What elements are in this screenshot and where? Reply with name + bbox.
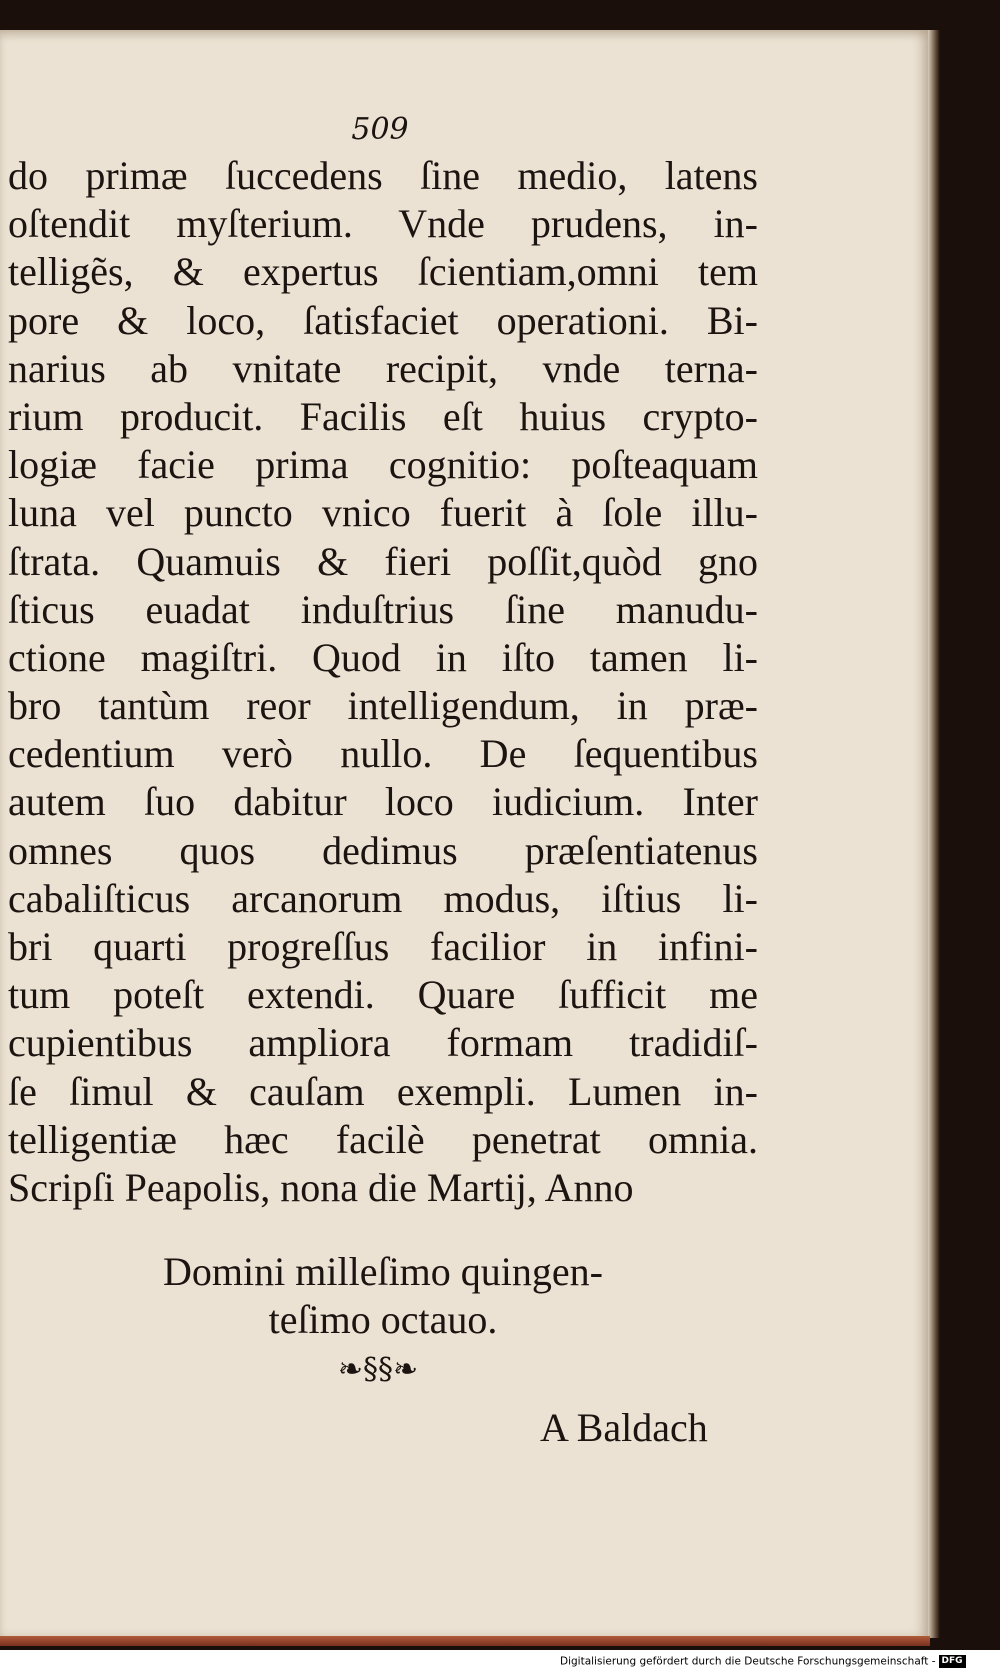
closing-line: teſimo octauo. [268,1297,498,1342]
text-line: oſtendit myſterium. Vnde prudens, in- [8,201,758,247]
text-line: ctione magiſtri. Quod in iſto tamen li- [8,634,758,680]
footer-text: Digitalisierung gefördert durch die Deutsche Forschungsgemeinschaft - [560,1655,936,1668]
text-line: cabaliſticus arcanorum modus, iſtius li- [8,875,758,921]
text-line: telligentiæ hæc facilè penetrat omnia. [8,1116,758,1162]
text-line: bro tantùm reor intelligendum, in præ- [8,683,758,729]
text-line: luna vel puncto vnico fuerit à ſole illu- [8,490,758,536]
ornament: ❧§§❧ [337,1352,419,1387]
catchword: A Baldach [540,1405,708,1450]
closing-lines [8,1248,758,1344]
body-text [8,152,758,1212]
page-number: 509 [351,112,409,147]
text-line: autem ſuo dabitur loco iudicium. Inter [8,779,758,825]
page-edge [928,30,940,1638]
text-line: pore & loco, ſatisfaciet operationi. Bi- [8,297,758,343]
text-line: tum poteſt extendi. Quare ſufficit me [8,972,758,1018]
digitization-footer [560,1655,966,1668]
bottom-edge [0,1636,930,1646]
text-line: cedentium verò nullo. De ſequentibus [8,731,758,777]
text-line: omnes quos dedimus præſentiatenus [8,827,758,873]
dfg-logo: DFG [939,1655,966,1668]
closing-line: Domini milleſimo quingen- [163,1249,603,1294]
text-line: rium producit. Facilis eſt huius crypto- [8,393,758,439]
text-line: bri quarti progreſſus facilior in infini- [8,924,758,969]
text-line: ſe ſimul & cauſam exempli. Lumen in- [8,1068,758,1114]
text-line: cupientibus ampliora formam tradidiſ- [8,1020,758,1066]
text-line: narius ab vnitate recipit, vnde terna- [8,345,758,391]
text-line: Scripſi Peapolis, nona die Martij, Anno [8,1164,634,1210]
text-line: do primæ ſuccedens ſine medio, latens [8,153,758,198]
text-line: ſtrata. Quamuis & fieri poſſit,quòd gno [8,538,758,584]
text-line: telligẽs, & expertus ſcientiam,omni tem [8,249,758,295]
text-line: logiæ facie prima cognitio: poſteaquam [8,442,758,488]
text-line: ſticus euadat induſtrius ſine manudu- [8,586,758,632]
